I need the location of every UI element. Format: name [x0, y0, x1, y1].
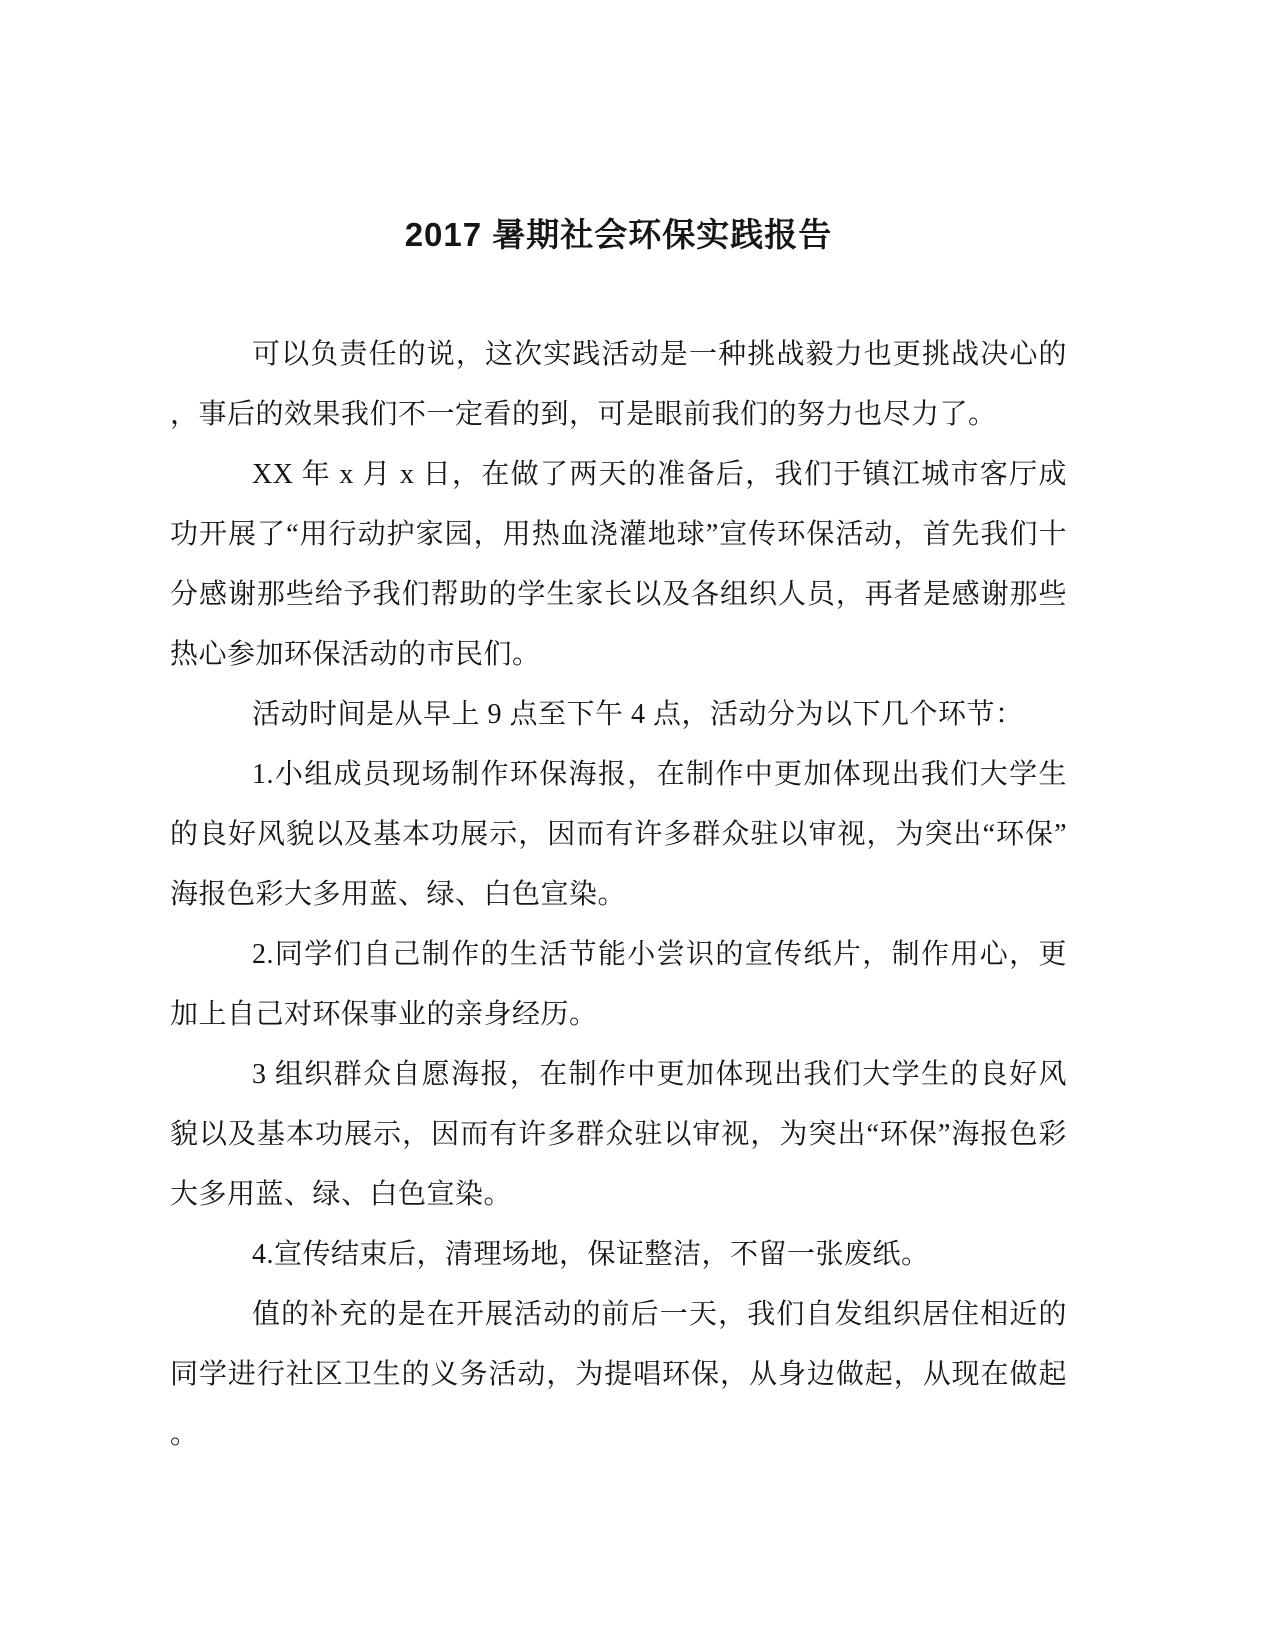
paragraph: XX 年 x 月 x 日，在做了两天的准备后，我们于镇江城市客厅成功开展了“用行动护家园，用热血浇灌地球”宣传环保活动，首先我们十分感谢那些给予我们帮助的学生家长以及各组织人员，再者是感谢那些热心参加环保活动的市民们。: [170, 459, 1067, 670]
paragraph: 4.宣传结束后，清理场地，保证整洁，不留一张废纸。: [252, 1239, 930, 1270]
paragraph: 活动时间是从早上 9 点至下午 4 点，活动分为以下几个环节：: [252, 699, 1024, 730]
paragraph: 值的补充的是在开展活动的前后一天，我们自发组织居住相近的同学进行社区卫生的义务活动，为提唱环保，从身边做起，从现在做起。: [170, 1299, 1067, 1450]
paragraph: 1.小组成员现场制作环保海报，在制作中更加体现出我们大学生的良好风貌以及基本功展示，因而有许多群众驻以审视，为突出“环保”海报色彩大多用蓝、绿、白色宣染。: [170, 759, 1067, 910]
document-content: [170, 205, 1067, 1465]
document-body: [170, 325, 1067, 1465]
paragraph: 3 组织群众自愿海报，在制作中更加体现出我们大学生的良好风貌以及基本功展示，因而有许多群众驻以审视，为突出“环保”海报色彩大多用蓝、绿、白色宣染。: [170, 1059, 1067, 1210]
paragraph: 2.同学们自己制作的生活节能小尝识的宣传纸片，制作用心，更加上自己对环保事业的亲身经历。: [170, 939, 1067, 1030]
paragraph: 可以负责任的说，这次实践活动是一种挑战毅力也更挑战决心的，事后的效果我们不一定看的到，可是眼前我们的努力也尽力了。: [170, 339, 1067, 430]
document-title: 2017 暑期社会环保实践报告: [404, 216, 833, 253]
